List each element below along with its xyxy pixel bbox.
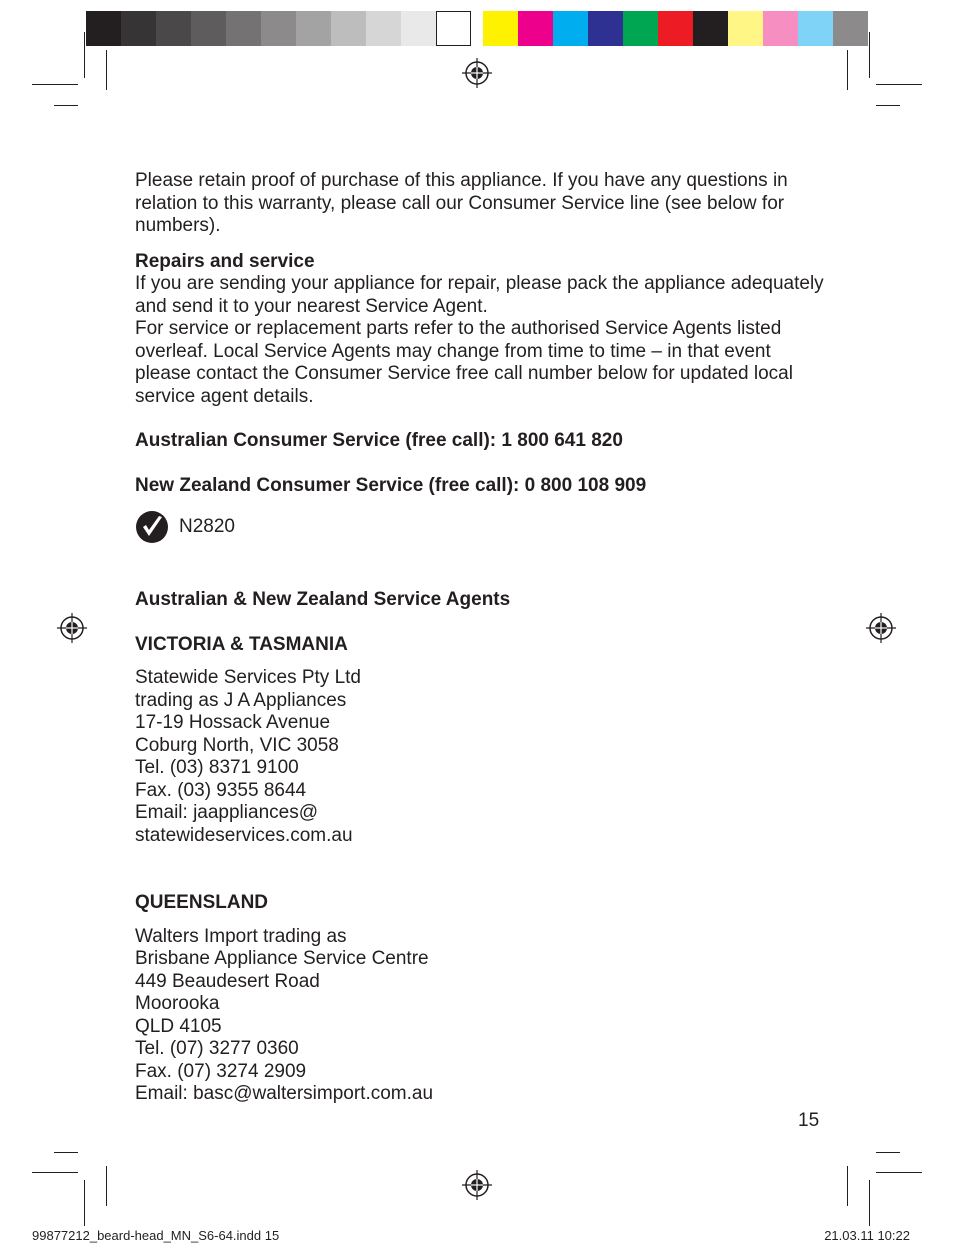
compliance-row <box>135 510 825 544</box>
victoria-heading: VICTORIA & TASMANIA <box>135 633 348 655</box>
warranty-content <box>135 170 825 1106</box>
gray-swatch <box>86 11 121 46</box>
crop-mark <box>876 1152 900 1153</box>
crop-mark <box>54 105 78 106</box>
queensland-heading: QUEENSLAND <box>135 892 269 913</box>
victoria-address-line: Coburg North, VIC 3058 <box>135 734 339 756</box>
crop-mark <box>876 84 922 85</box>
crop-mark <box>32 84 78 85</box>
color-swatch <box>728 11 763 46</box>
crop-mark <box>869 32 870 78</box>
repairs-heading: Repairs and service <box>135 250 315 272</box>
crop-mark <box>106 1166 107 1206</box>
intro-paragraph: Please retain proof of purchase of this appliance. If you have any questions in relation to this warranty, please call our Consumer Service line (see below for numbers). <box>135 170 788 236</box>
victoria-address-line: statewideservices.com.au <box>135 824 353 846</box>
crop-mark <box>847 1166 848 1206</box>
gray-swatch <box>121 11 156 46</box>
file-slug: 99877212_beard-head_MN_S6-64.indd 15 <box>32 1228 280 1243</box>
registration-mark-icon <box>462 1170 492 1200</box>
crop-mark <box>32 1172 78 1173</box>
crop-mark <box>876 1172 922 1173</box>
gray-swatch <box>331 11 366 46</box>
color-swatch-bar <box>483 11 868 46</box>
color-swatch <box>623 11 658 46</box>
color-swatch <box>518 11 553 46</box>
grayscale-swatch-bar <box>86 11 471 46</box>
color-swatch <box>833 11 868 46</box>
service-parts-paragraph: For service or replacement parts refer to the authorised Service Agents listed overleaf. Local Service Agents may change from time to time – in that event please contact the Consumer Service free call number below for updated local service agent details. <box>135 318 793 407</box>
gray-swatch <box>226 11 261 46</box>
color-swatch <box>763 11 798 46</box>
registration-mark-icon <box>462 58 492 88</box>
victoria-address-line: Statewide Services Pty Ltd <box>135 667 361 688</box>
queensland-address-line: Walters Import trading as <box>135 925 347 947</box>
crop-mark <box>869 1180 870 1226</box>
color-swatch <box>658 11 693 46</box>
gray-swatch <box>401 11 436 46</box>
queensland-address-line: Email: basc@waltersimport.com.au <box>135 1083 434 1104</box>
crop-mark <box>106 50 107 90</box>
victoria-address-line: trading as J A Appliances <box>135 689 347 711</box>
queensland-address-line: Fax. (07) 3274 2909 <box>135 1060 307 1082</box>
au-consumer-service: Australian Consumer Service (free call): 1 800 641 820 <box>135 430 623 451</box>
color-swatch <box>483 11 518 46</box>
crop-mark <box>847 50 848 90</box>
crop-mark <box>876 105 900 106</box>
victoria-address <box>135 667 825 847</box>
queensland-address-line: Tel. (07) 3277 0360 <box>135 1038 299 1059</box>
gray-swatch <box>296 11 331 46</box>
repairs-paragraph: If you are sending your appliance for repair, please pack the appliance adequately and send it to your nearest Service Agent. <box>135 273 824 317</box>
queensland-address <box>135 926 825 1106</box>
queensland-address-line: QLD 4105 <box>135 1015 222 1037</box>
registration-mark-icon <box>57 613 87 643</box>
rcm-tick-icon <box>135 510 169 544</box>
agents-heading: Australian & New Zealand Service Agents <box>135 589 511 610</box>
crop-mark <box>84 1180 85 1226</box>
victoria-address-line: Fax. (03) 9355 8644 <box>135 779 307 801</box>
queensland-address-line: 449 Beaudesert Road <box>135 970 320 992</box>
victoria-address-line: 17-19 Hossack Avenue <box>135 712 331 733</box>
compliance-code: N2820 <box>179 515 235 537</box>
gray-swatch <box>436 11 471 46</box>
page-number: 15 <box>798 1110 820 1131</box>
color-swatch <box>798 11 833 46</box>
queensland-address-line: Brisbane Appliance Service Centre <box>135 948 429 969</box>
crop-mark <box>84 32 85 78</box>
registration-mark-icon <box>866 613 896 643</box>
victoria-address-line: Email: jaappliances@ <box>135 802 318 823</box>
queensland-address-line: Moorooka <box>135 993 220 1014</box>
gray-swatch <box>366 11 401 46</box>
color-swatch <box>693 11 728 46</box>
crop-mark <box>54 1152 78 1153</box>
gray-swatch <box>156 11 191 46</box>
date-slug: 21.03.11 10:22 <box>824 1228 910 1243</box>
gray-swatch <box>191 11 226 46</box>
nz-consumer-service: New Zealand Consumer Service (free call): 0 800 108 909 <box>135 474 647 496</box>
color-swatch <box>588 11 623 46</box>
gray-swatch <box>261 11 296 46</box>
color-swatch <box>553 11 588 46</box>
victoria-address-line: Tel. (03) 8371 9100 <box>135 757 299 778</box>
